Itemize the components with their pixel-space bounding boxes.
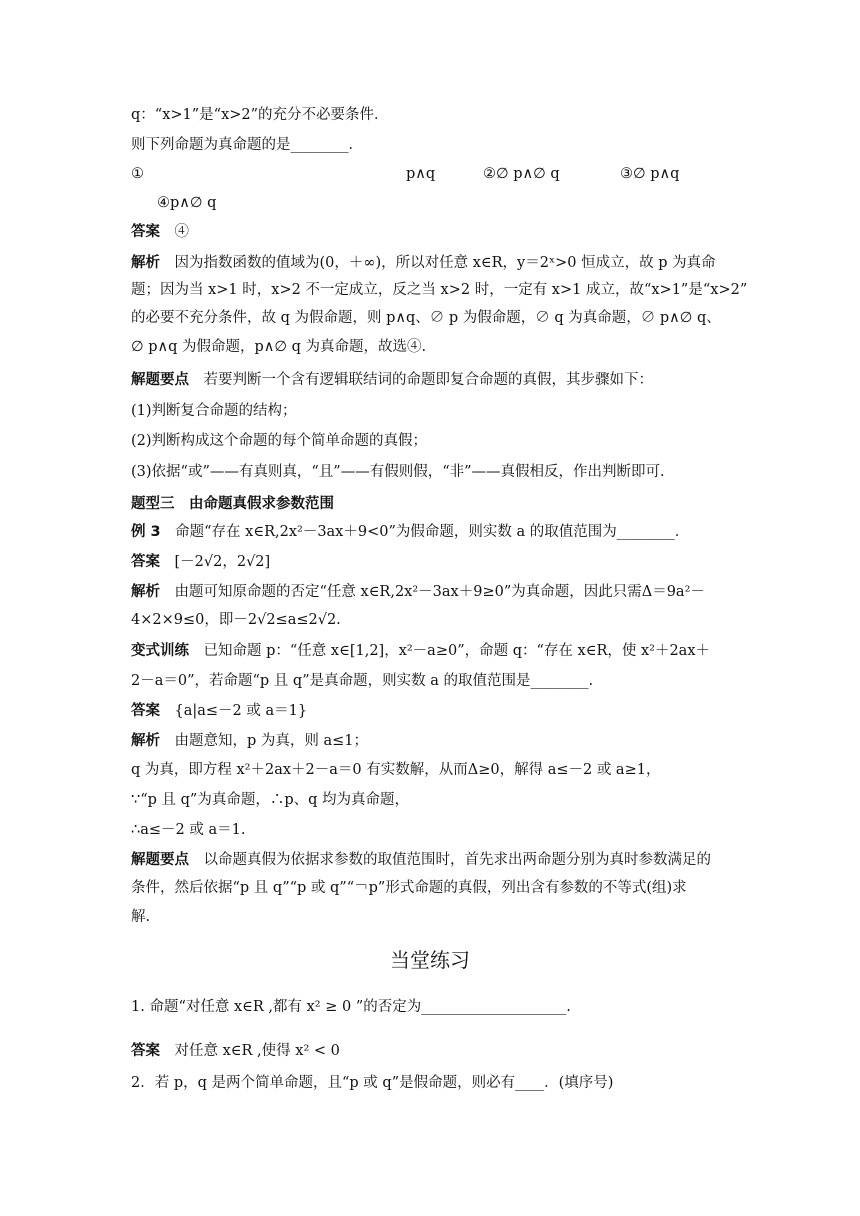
analysis-3-line-2: 4×2×9≤0，即－2√2≤a≤2√2.	[131, 612, 341, 628]
example-3: 例 3 命题“存在 x∈R,2x²－3ax＋9<0”为假命题，则实数 a 的取值范围为________．	[131, 524, 690, 540]
answer-3: 答案 [－2√2，2√2]	[131, 554, 271, 570]
practice-heading: 当堂练习	[390, 948, 470, 972]
analysis-1-line-3: 的必要不充分条件，故 q 为假命题，则 p∧q、∅ p 为假命题，∅ q 为真命题，∅ p∧∅ q、	[131, 310, 721, 326]
variant-training-line-1: 变式训练 已知命题 p：“任意 x∈[1,2]，x²－a≥0”，命题 q：“存在 x∈R，使 x²＋2ax＋	[131, 643, 711, 659]
key-points-2-line-2: 条件，然后依据“p 且 q”“p 或 q”“￢p”形式命题的真假，列出含有参数的不等式(组)求	[131, 880, 687, 896]
analysis-4-line-3: ∵“p 且 q”为真命题，∴p、q 均为真命题，	[131, 792, 410, 808]
problem-1: 1. 命题“对任意 x∈R ,都有 x² ≥ 0 ”的否定为____________________.	[131, 999, 571, 1015]
key-points-label: 解题要点	[131, 372, 189, 388]
section-heading: 题型三 由命题真假求参数范围	[131, 496, 334, 512]
analysis-1-line-2: 题；因为当 x>1 时，x>2 不一定成立，反之当 x>2 时，一定有 x>1 成立，故“x>1”是“x>2”	[131, 282, 748, 298]
question-text: 则下列命题为真命题的是________．	[131, 137, 363, 153]
answer-label: 答案	[131, 554, 160, 570]
option-1-number: ①	[131, 166, 144, 182]
answer-4: 答案 {a|a≤－2 或 a＝1}	[131, 703, 308, 719]
answer-label: 答案	[131, 703, 160, 719]
answer-1	[131, 221, 731, 243]
analysis-4-line-1: 解析 由题意知，p 为真，则 a≤1；	[131, 733, 369, 749]
option-3: ③∅ p∧q	[620, 166, 680, 182]
answer-label: 答案	[131, 1043, 160, 1059]
example-label: 例 3	[131, 524, 161, 540]
option-4: ④p∧∅ q	[157, 195, 217, 211]
key-points-2-line-1: 解题要点 以命题真假为依据求参数的取值范围时，首先求出两命题分别为真时参数满足的	[131, 852, 711, 868]
analysis-4-line-4: ∴a≤－2 或 a＝1.	[131, 822, 246, 838]
key-point-step-1: (1)判断复合命题的结构；	[131, 403, 297, 419]
analysis-label: 解析	[131, 733, 160, 749]
key-point-step-2: (2)判断构成这个命题的每个简单命题的真假；	[131, 433, 428, 449]
answer-5: 答案 对任意 x∈R ,使得 x² < 0	[131, 1043, 340, 1059]
analysis-label: 解析	[131, 255, 160, 271]
variant-training-line-2: 2－a＝0”，若命题“p 且 q”是真命题，则实数 a 的取值范围是________.	[131, 673, 594, 689]
answer-label: 答案	[131, 224, 160, 240]
key-points-1: 解题要点 若要判断一个含有逻辑联结词的命题即复合命题的真假，其步骤如下：	[131, 372, 653, 388]
q-definition: q：“x>1”是“x>2”的充分不必要条件．	[131, 107, 389, 123]
key-points-2-line-3: 解.	[131, 909, 151, 925]
option-1: p∧q	[406, 166, 436, 182]
answer-text: ④	[174, 224, 189, 240]
analysis-1-line-1: 解析 因为指数函数的值域为(0，＋∞)，所以对任意 x∈R，y＝2ˣ>0 恒成立，故 p 为真命	[131, 255, 716, 271]
analysis-1-line-4: ∅ p∧q 为假命题，p∧∅ q 为真命题，故选④.	[131, 339, 427, 355]
analysis-3-line-1: 解析 由题可知原命题的否定“任意 x∈R,2x²－3ax＋9≥0”为真命题，因此只需Δ＝9a²－	[131, 584, 705, 600]
key-points-label: 解题要点	[131, 852, 189, 868]
option-2: ②∅ p∧∅ q	[483, 166, 560, 182]
analysis-label: 解析	[131, 584, 160, 600]
analysis-4-line-2: q 为真，即方程 x²＋2ax＋2－a＝0 有实数解，从而Δ≥0，解得 a≤－2 或 a≥1，	[131, 762, 661, 778]
problem-2: 2．若 p，q 是两个简单命题，且“p 或 q”是假命题，则必有____．(填序号)	[131, 1075, 614, 1091]
variant-label: 变式训练	[131, 643, 189, 659]
key-point-step-3: (3)依据“或”——有真则真，“且”——有假则假，“非”——真假相反，作出判断即可.	[131, 464, 665, 480]
